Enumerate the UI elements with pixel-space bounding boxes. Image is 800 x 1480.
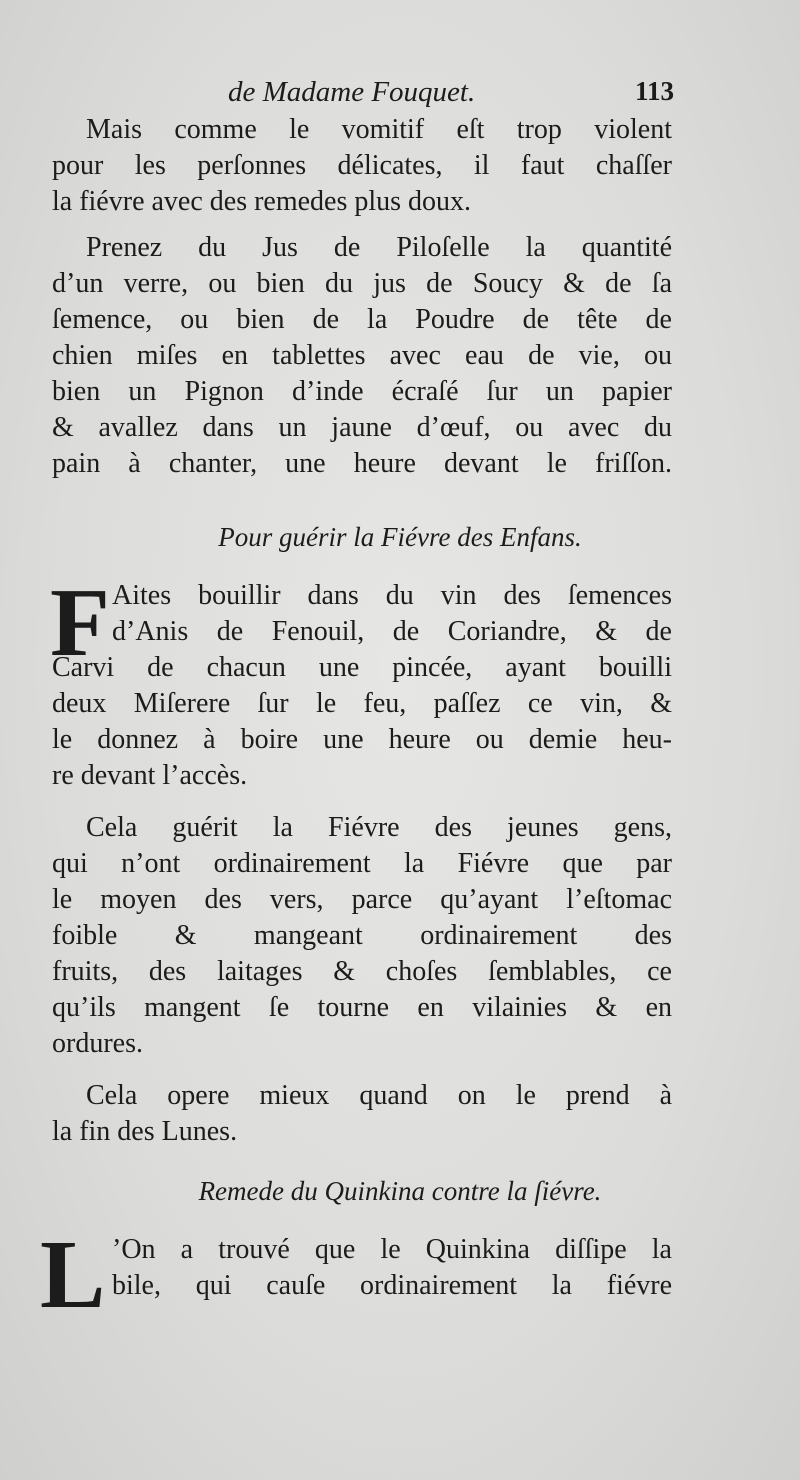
- text-line: Mais comme le vomitif eſt trop violent: [86, 114, 672, 145]
- text-line: pour les perſonnes délicates, il faut chaſſer: [52, 150, 672, 181]
- text-line: chien miſes en tablettes avec eau de vie, ou: [52, 340, 672, 371]
- text-line: le moyen des vers, parce qu’ayant l’eſtomac: [52, 884, 672, 915]
- drop-cap-f: F: [50, 569, 110, 677]
- text-line: d’un verre, ou bien du jus de Soucy & de ſa: [52, 268, 672, 299]
- paragraph-2: [52, 230, 672, 482]
- text-line: & avallez dans un jaune d’œuf, ou avec du: [52, 412, 672, 443]
- text-line: Prenez du Jus de Piloſelle la quantité: [86, 232, 672, 263]
- text-line: d’Anis de Fenouil, de Coriandre, & de: [112, 616, 672, 647]
- text-line: la fin des Lunes.: [52, 1116, 238, 1147]
- text-line: bien un Pignon d’inde écraſé ſur un papier: [52, 376, 672, 407]
- paragraph-4: [52, 810, 672, 1062]
- text-line: le donnez à boire une heure ou demie heu-: [52, 724, 672, 755]
- drop-cap-l: L: [40, 1221, 106, 1329]
- text-line: bile, qui cauſe ordinairement la fiévre: [112, 1270, 672, 1301]
- text-line: ordures.: [52, 1028, 143, 1059]
- text-line: deux Miſerere ſur le feu, paſſez ce vin, &: [52, 688, 672, 719]
- text-line: fruits, des laitages & choſes ſemblables, ce: [52, 956, 672, 987]
- paragraph-5: [52, 1078, 672, 1150]
- text-line: re devant l’accès.: [52, 760, 248, 791]
- text-line: Cela opere mieux quand on le prend à: [86, 1080, 672, 1111]
- text-line: pain à chanter, une heure devant le friſſon.: [52, 448, 672, 479]
- paragraph-1: [52, 112, 672, 220]
- running-header: [228, 76, 674, 116]
- text-line: la fiévre avec des remedes plus doux.: [52, 186, 472, 217]
- text-line: qui n’ont ordinairement la Fiévre que par: [52, 848, 672, 879]
- text-line: Cela guérit la Fiévre des jeunes gens,: [86, 812, 672, 843]
- page-number: 113: [634, 76, 674, 106]
- text-line: Carvi de chacun une pincée, ayant bouilli: [52, 652, 672, 683]
- section-heading-1: Pour guérir la Fiévre des Enfans.: [218, 522, 582, 552]
- text-line: ſemence, ou bien de la Poudre de tête de: [52, 304, 672, 335]
- text-line: foible & mangeant ordinairement des: [52, 920, 672, 951]
- paragraph-3: [52, 578, 672, 794]
- text-line: qu’ils mangent ſe tourne en vilainies & en: [52, 992, 672, 1023]
- section-heading-2: Remede du Quinkina contre la ſiévre.: [198, 1176, 602, 1206]
- text-line: Aites bouillir dans du vin des ſemences: [112, 580, 672, 611]
- running-title: de Madame Fouquet.: [228, 76, 476, 108]
- text-line: ’On a trouvé que le Quinkina diſſipe la: [112, 1234, 672, 1265]
- paragraph-6: [52, 1232, 672, 1304]
